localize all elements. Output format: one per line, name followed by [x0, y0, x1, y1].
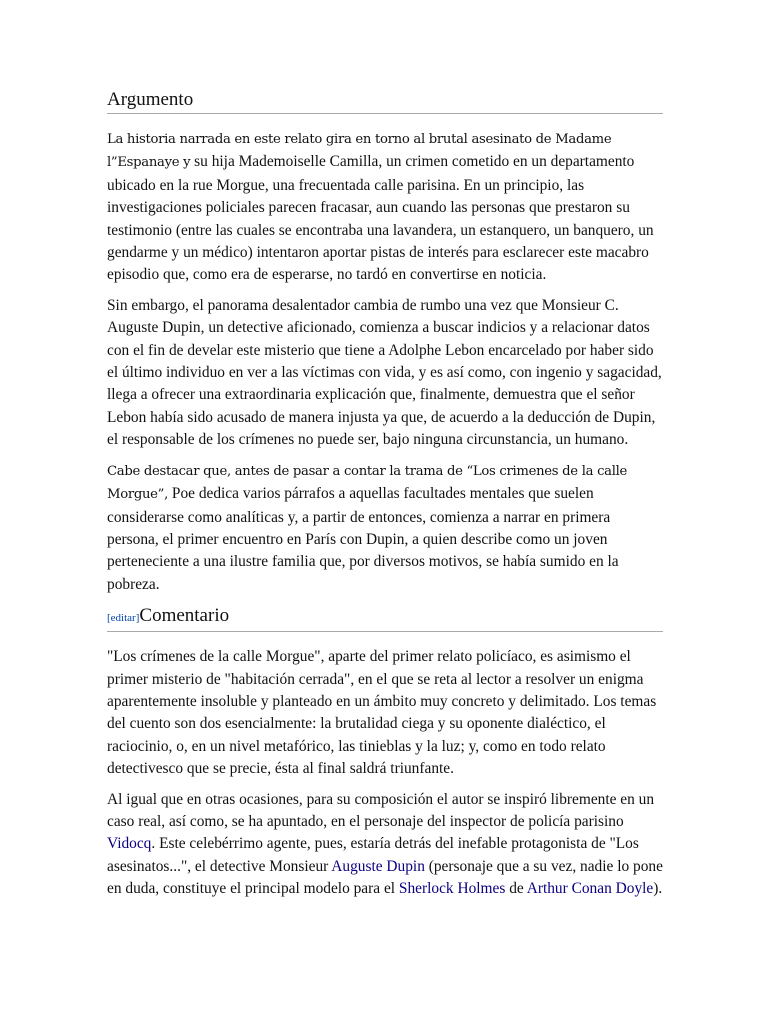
paragraph-1-text: su hija Mademoiselle Camilla, un crimen cometido en un departamento ubicado en la rue Morgue, una frecuentada calle parisina. En un principio, las investigaciones policiales parecen fracasar, aun cuando las personas que prestaron su testimonio (entre las cuales se encontraba una lavandera, un estanquero, un banquero, un gendarme y un médico) intentaron aportar pistas de interés para esclarecer este macabro episodio que, como era de esperarse, no tardó en convertirse en noticia. [107, 153, 654, 284]
typed-lead-1: La historia narrada en este relato gira en torno al brutal asesinato de Madame l”Espanaye y [107, 132, 612, 171]
edit-link[interactable]: editar [110, 612, 136, 625]
link-auguste-dupin[interactable]: Auguste Dupin [331, 857, 425, 875]
link-arthur-conan-doyle[interactable]: Arthur Conan Doyle [526, 880, 654, 898]
p5-text-2: . Este celebérrimo agente, pues, estaría detrás del inefable protagonista de "Los asesinatos...", el detective Monsieur [107, 835, 639, 875]
p5-text-1: Al igual que en otras ocasiones, para su composición el autor se inspiró libremente en un caso real, así como, se ha apuntado, en el personaje del inspector de policía parisino [107, 790, 655, 830]
typed-lead-3: Cabe destacar que, antes de pasar a contar la trama de “Los crimenes de la calle Morgue”, [107, 463, 628, 503]
edit-bracket-close: ] [135, 612, 140, 625]
paragraph-5 [107, 789, 663, 901]
paragraph-3-text: Poe dedica varios párrafos a aquellas facultades mentales que suelen considerarse como analíticas y, a partir de entonces, comienza a narrar en primera persona, el primer encuentro en París con Dupin, a quien describe como un joven perteneciente a una ilustre familia que, por diversos motivos, se había sumido en la pobreza. [107, 485, 619, 593]
paragraph-3 [107, 460, 663, 596]
p5-text-3: (personaje que a su vez, nadie lo pone en duda, constituye el principal modelo para el [107, 857, 663, 898]
paragraph-4: "Los crímenes de la calle Morgue", aparte del primer relato policíaco, es asimismo el primer misterio de "habitación cerrada", en el que se reta al lector a resolver un enigma aparentemente insoluble y planteado en un ámbito muy concreto y delimitado. Los temas del cuento son dos esencialmente: la brutalidad ciega y su oponente dialéctico, el raciocinio, o, en un nivel metafórico, las tinieblas y la luz; y, como en todo relato detectivesco que se precie, ésta al final saldrá triunfante. [107, 648, 657, 778]
edit-section-link [107, 612, 139, 624]
paragraph-1 [107, 128, 663, 287]
article-content [107, 88, 663, 909]
edit-bracket-open: [ [107, 612, 111, 625]
section-heading-comentario [107, 604, 663, 632]
p5-text-4: de [505, 880, 527, 898]
paragraph-2: Sin embargo, el panorama desalentador cambia de rumbo una vez que Monsieur C. Auguste Dupin, un detective aficionado, comienza a buscar indicios y a relacionar datos con el fin de develar este misterio que tiene a Adolphe Lebon encarcelado por haber sido el último individuo en ver a las víctimas con vida, y es así como, con ingenio y sagacidad, llega a ofrecer una extraordinaria explicación que, finalmente, demuestra que el señor Lebon había sido acusado de manera injusta ya que, de acuerdo a la deducción de Dupin, el responsable de los crímenes no puede ser, bajo ninguna circunstancia, un humano. [107, 296, 662, 449]
link-sherlock-holmes[interactable]: Sherlock Holmes [398, 880, 506, 898]
section-heading-argumento: Argumento [107, 88, 663, 114]
link-vidocq[interactable]: Vidocq [107, 835, 152, 853]
comentario-title: Comentario [139, 605, 230, 627]
p5-text-5: ). [653, 880, 663, 898]
